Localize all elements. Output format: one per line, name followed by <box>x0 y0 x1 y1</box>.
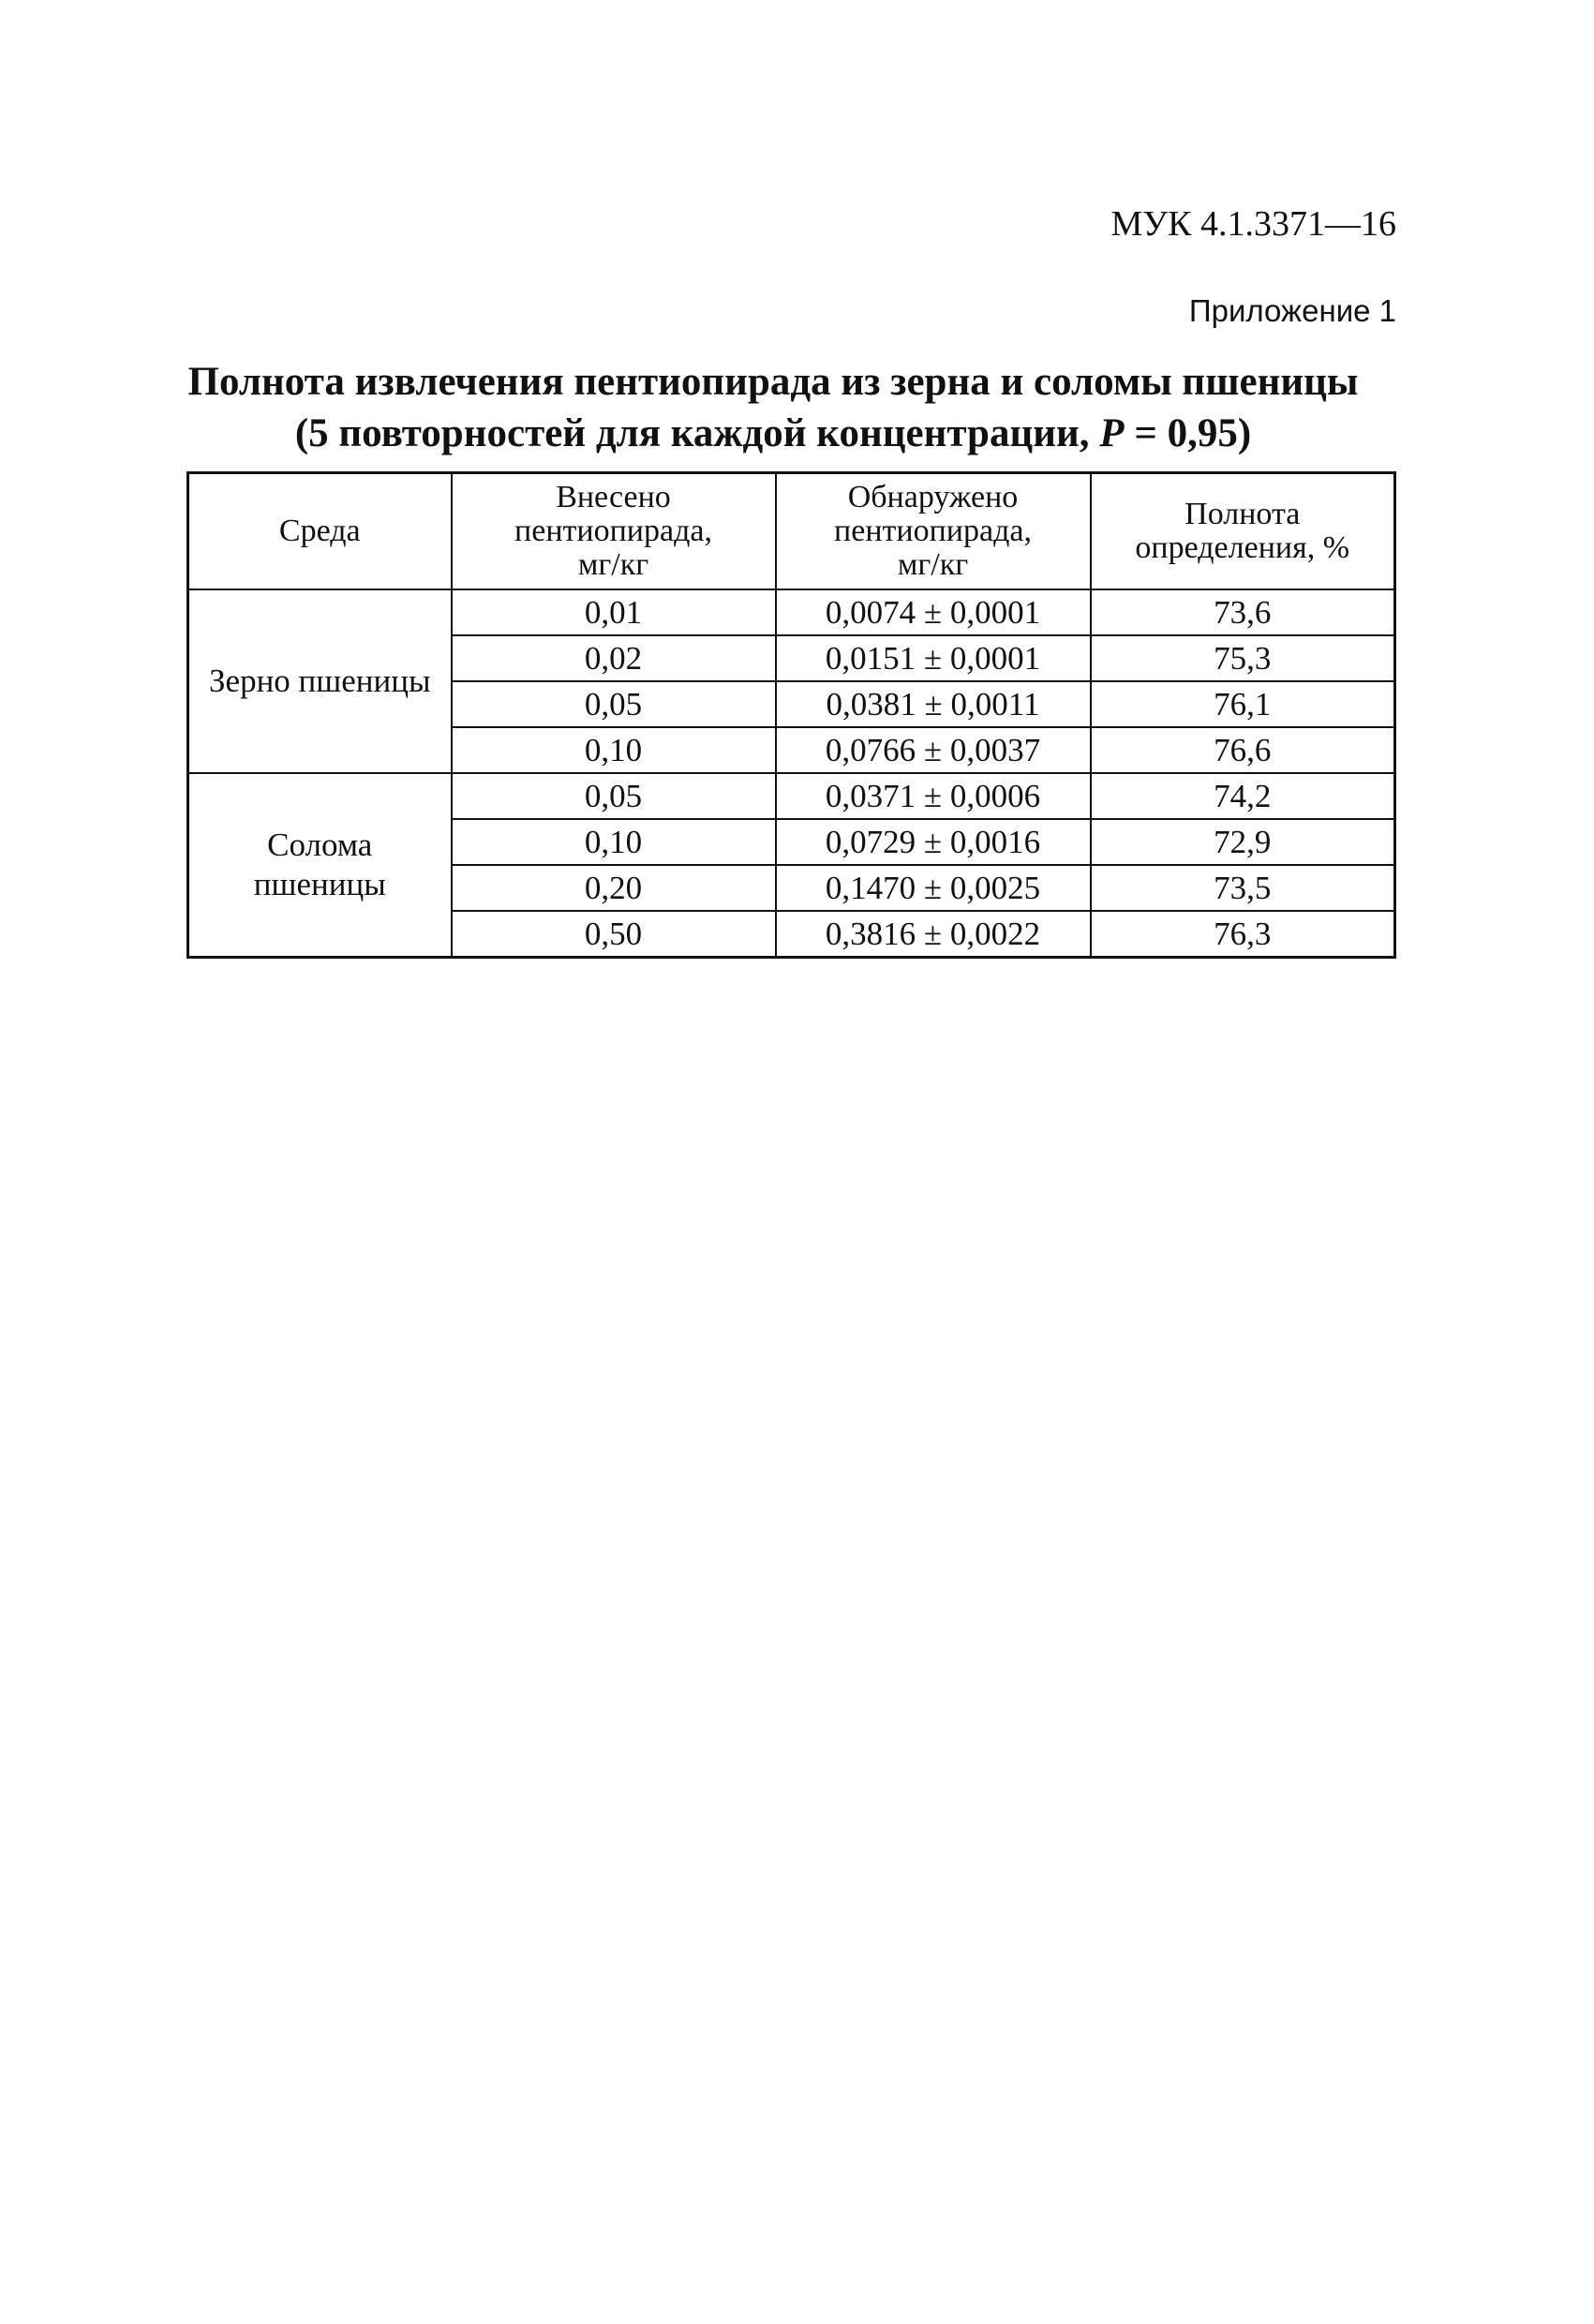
cell-recovery: 76,6 <box>1091 727 1395 773</box>
header-found <box>776 473 1091 590</box>
table-row <box>188 589 1395 635</box>
header-added <box>452 473 776 590</box>
cell-recovery: 73,6 <box>1091 589 1395 635</box>
cell-recovery: 72,9 <box>1091 819 1395 865</box>
table-title <box>141 356 1406 459</box>
recovery-table <box>186 471 1396 959</box>
cell-found: 0,1470 ± 0,0025 <box>776 865 1091 911</box>
header-recovery-line-1: Полнота <box>1184 497 1301 531</box>
cell-found: 0,0729 ± 0,0016 <box>776 819 1091 865</box>
table-header-row <box>188 473 1395 590</box>
cell-found: 0,0766 ± 0,0037 <box>776 727 1091 773</box>
cell-added: 0,01 <box>452 589 776 635</box>
title-line-2-suffix: = 0,95) <box>1124 411 1252 455</box>
header-recovery-line-2: определения, % <box>1135 530 1350 565</box>
cell-added: 0,05 <box>452 773 776 819</box>
header-found-line-2: пентиопирада, <box>834 514 1032 548</box>
cell-added: 0,02 <box>452 635 776 681</box>
table-title-line-2 <box>141 408 1406 459</box>
medium-cell-straw <box>188 773 452 958</box>
cell-recovery: 74,2 <box>1091 773 1395 819</box>
cell-recovery: 76,1 <box>1091 681 1395 727</box>
cell-found: 0,3816 ± 0,0022 <box>776 911 1091 958</box>
header-added-line-1: Внесено <box>556 480 671 514</box>
cell-added: 0,10 <box>452 819 776 865</box>
medium-cell-grain <box>188 589 452 773</box>
appendix-label: Приложение 1 <box>1188 293 1396 328</box>
header-recovery <box>1091 473 1395 590</box>
cell-added: 0,50 <box>452 911 776 958</box>
cell-found: 0,0151 ± 0,0001 <box>776 635 1091 681</box>
cell-added: 0,05 <box>452 681 776 727</box>
table-row <box>188 773 1395 819</box>
table-title-line-1: Полнота извлечения пентиопирада из зерна и соломы пшеницы <box>187 360 1359 404</box>
medium-straw-line-1: Солома <box>267 827 373 863</box>
cell-recovery: 73,5 <box>1091 865 1395 911</box>
cell-recovery: 75,3 <box>1091 635 1395 681</box>
header-medium: Среда <box>188 473 452 590</box>
header-added-line-3: мг/кг <box>577 547 649 582</box>
medium-grain-line-1: Зерно пшеницы <box>209 663 431 699</box>
title-line-2-prefix: (5 повторностей для каждой концентрации, <box>294 411 1100 455</box>
document-code: МУК 4.1.3371—16 <box>1110 204 1396 244</box>
cell-found: 0,0371 ± 0,0006 <box>776 773 1091 819</box>
cell-recovery: 76,3 <box>1091 911 1395 958</box>
cell-added: 0,10 <box>452 727 776 773</box>
header-found-line-1: Обнаружено <box>847 480 1019 514</box>
header-found-line-3: мг/кг <box>897 547 969 582</box>
title-probability-variable: P <box>1099 411 1125 455</box>
cell-found: 0,0074 ± 0,0001 <box>776 589 1091 635</box>
cell-found: 0,0381 ± 0,0011 <box>776 681 1091 727</box>
medium-straw-line-2: пшеницы <box>253 866 386 902</box>
header-added-line-2: пентиопирада, <box>514 514 712 548</box>
cell-added: 0,20 <box>452 865 776 911</box>
